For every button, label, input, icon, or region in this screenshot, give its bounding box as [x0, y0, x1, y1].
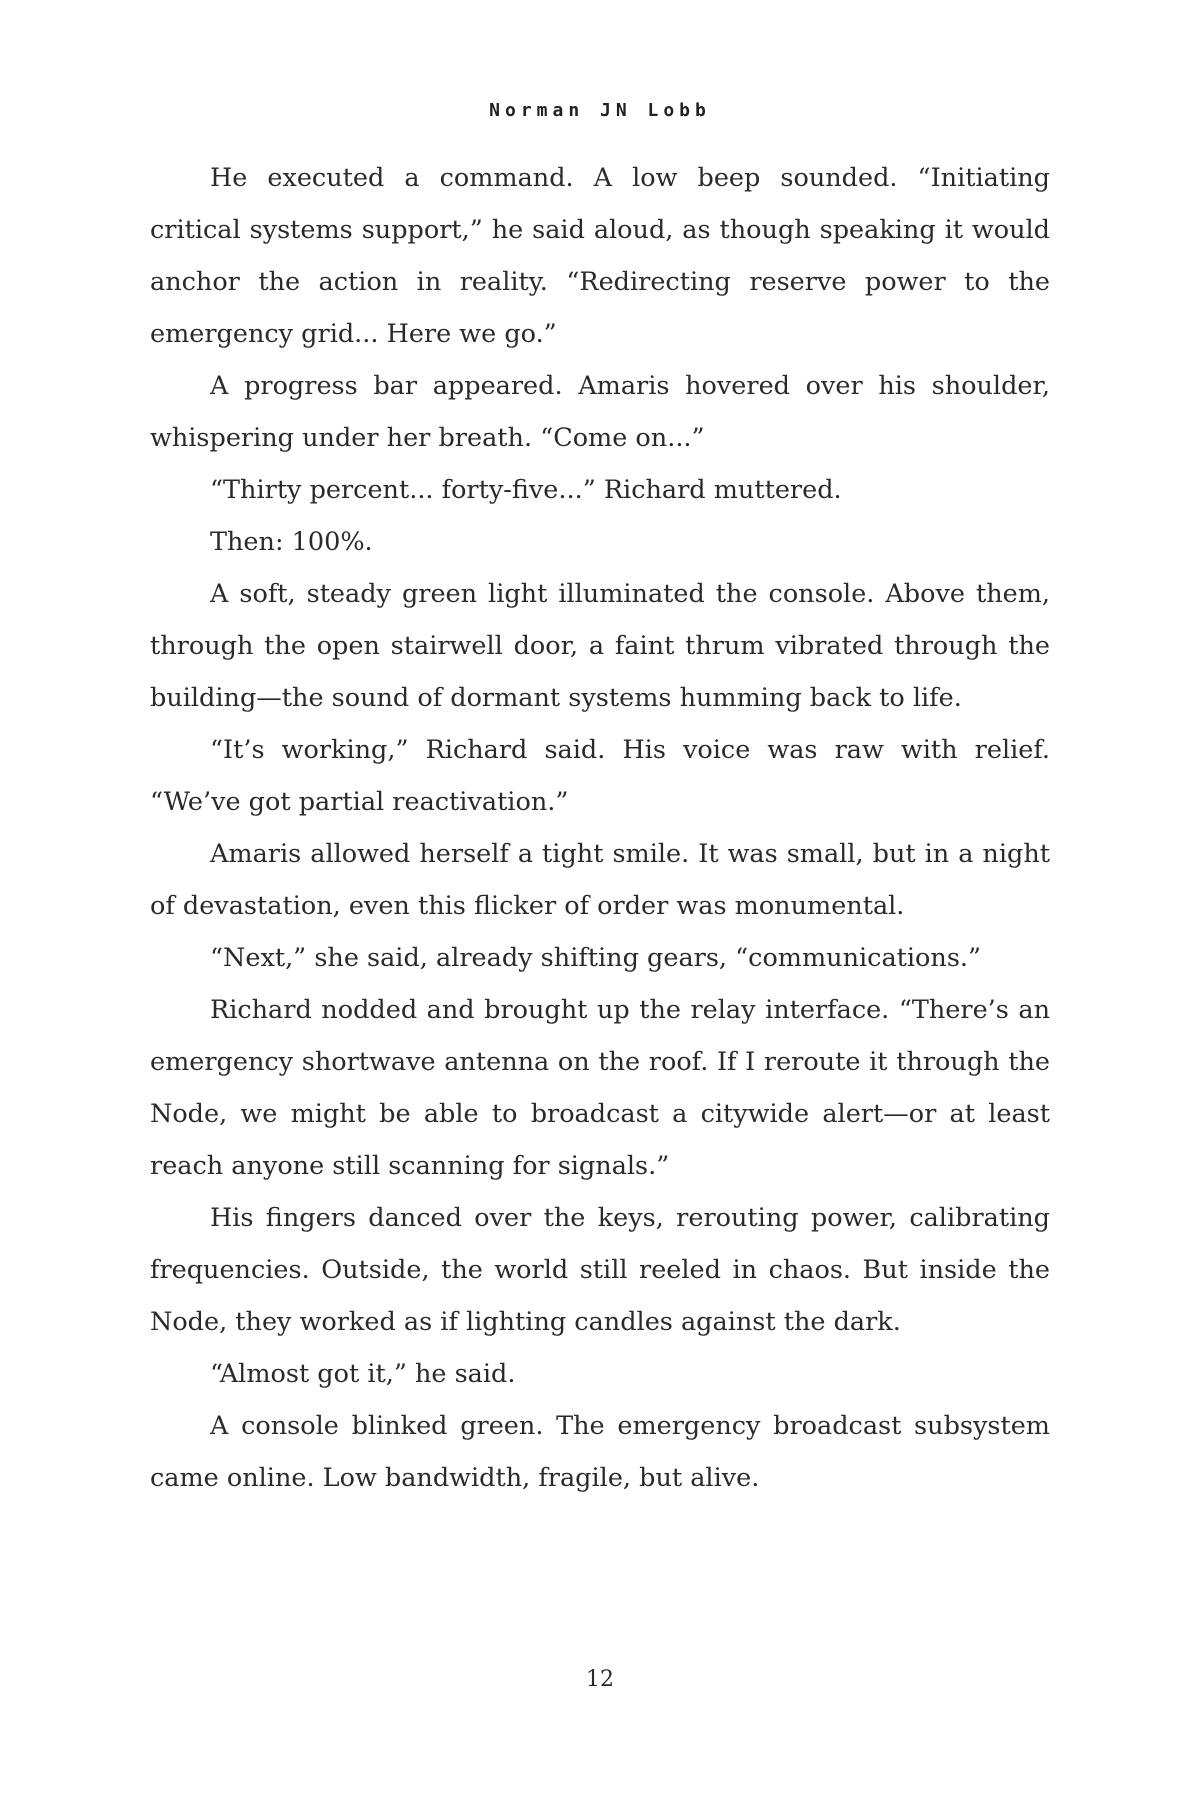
- paragraph: A soft, steady green light illuminated the console. Above them, through the open stairwell door, a faint thrum vibrated through the building—the sound of dormant systems humming back to life.: [150, 579, 1050, 713]
- paragraph: Richard nodded and brought up the relay interface. “There’s an emergency shortwave antenna on the roof. If I reroute it through the Node, we might be able to broadcast a citywide alert—or at least reach anyone still scanning for signals.”: [150, 995, 1050, 1181]
- paragraph: “Almost got it,” he said.: [210, 1359, 516, 1389]
- body-text: [150, 152, 1050, 1504]
- paragraph: “It’s working,” Richard said. His voice was raw with relief. “We’ve got partial reactivation.”: [150, 735, 1050, 817]
- paragraph: Amaris allowed herself a tight smile. It was small, but in a night of devastation, even this flicker of order was monumental.: [150, 839, 1050, 921]
- paragraph: He executed a command. A low beep sounded. “Initiating critical systems support,” he said aloud, as though speaking it would anchor the action in reality. “Redirecting reserve power to the emergency grid... Here we go.”: [150, 163, 1050, 349]
- running-header-author: [0, 100, 1200, 121]
- paragraph: “Thirty percent... forty-five...” Richard muttered.: [210, 475, 842, 505]
- page-number: 12: [586, 1667, 614, 1692]
- paragraph: A progress bar appeared. Amaris hovered over his shoulder, whispering under her breath. “Come on...”: [150, 371, 1050, 453]
- paragraph: His fingers danced over the keys, rerouting power, calibrating frequencies. Outside, the world still reeled in chaos. But inside the Node, they worked as if lighting candles against the dark.: [150, 1203, 1050, 1337]
- paragraph: Then: 100%.: [210, 527, 373, 557]
- author-name: Norman JN Lobb: [489, 100, 711, 121]
- paragraph: “Next,” she said, already shifting gears, “communications.”: [210, 943, 982, 973]
- paragraph: A console blinked green. The emergency broadcast subsystem came online. Low bandwidth, fragile, but alive.: [150, 1411, 1050, 1493]
